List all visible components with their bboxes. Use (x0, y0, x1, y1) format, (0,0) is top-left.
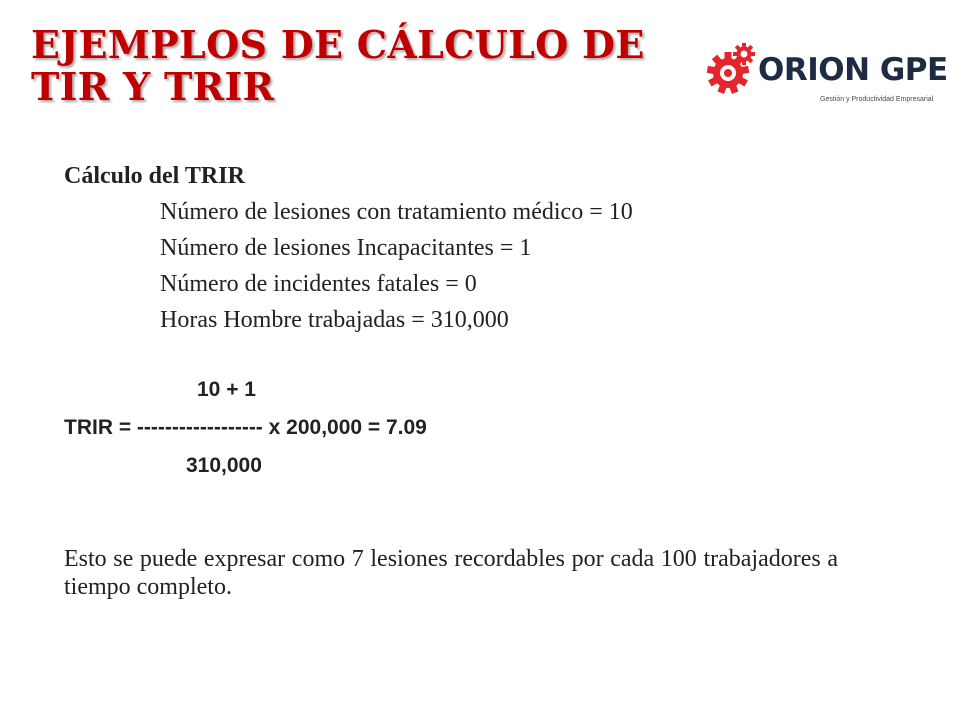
logo-name: ORION GPE (758, 52, 948, 88)
conclusion-text: Esto se puede expresar como 7 lesiones recordables por cada 100 trabajadores a tiempo completo. (64, 546, 838, 600)
list-item-disabling-injuries: Número de lesiones Incapacitantes = 1 (160, 235, 532, 261)
page-title (31, 24, 645, 108)
orion-gpe-logo (704, 40, 949, 116)
page-title-line-2: TIR Y TRIR (31, 64, 275, 109)
section-heading: Cálculo del TRIR (64, 163, 245, 189)
list-item-fatal-incidents: Número de incidentes fatales = 0 (160, 271, 477, 297)
formula-denominator: 310,000 (186, 454, 262, 477)
list-item-medical-treatment: Número de lesiones con tratamiento médico = 10 (160, 199, 633, 225)
gears-icon (704, 40, 764, 100)
formula-equation: TRIR = ------------------ x 200,000 = 7.09 (64, 416, 427, 439)
list-item-man-hours: Horas Hombre trabajadas = 310,000 (160, 307, 509, 333)
trir-calculation-section (64, 158, 839, 338)
page-title-line-1: EJEMPLOS DE CÁLCULO DE (31, 22, 645, 67)
formula-numerator: 10 + 1 (197, 378, 256, 401)
logo-tagline: Gestión y Productividad Empresarial (820, 96, 934, 103)
